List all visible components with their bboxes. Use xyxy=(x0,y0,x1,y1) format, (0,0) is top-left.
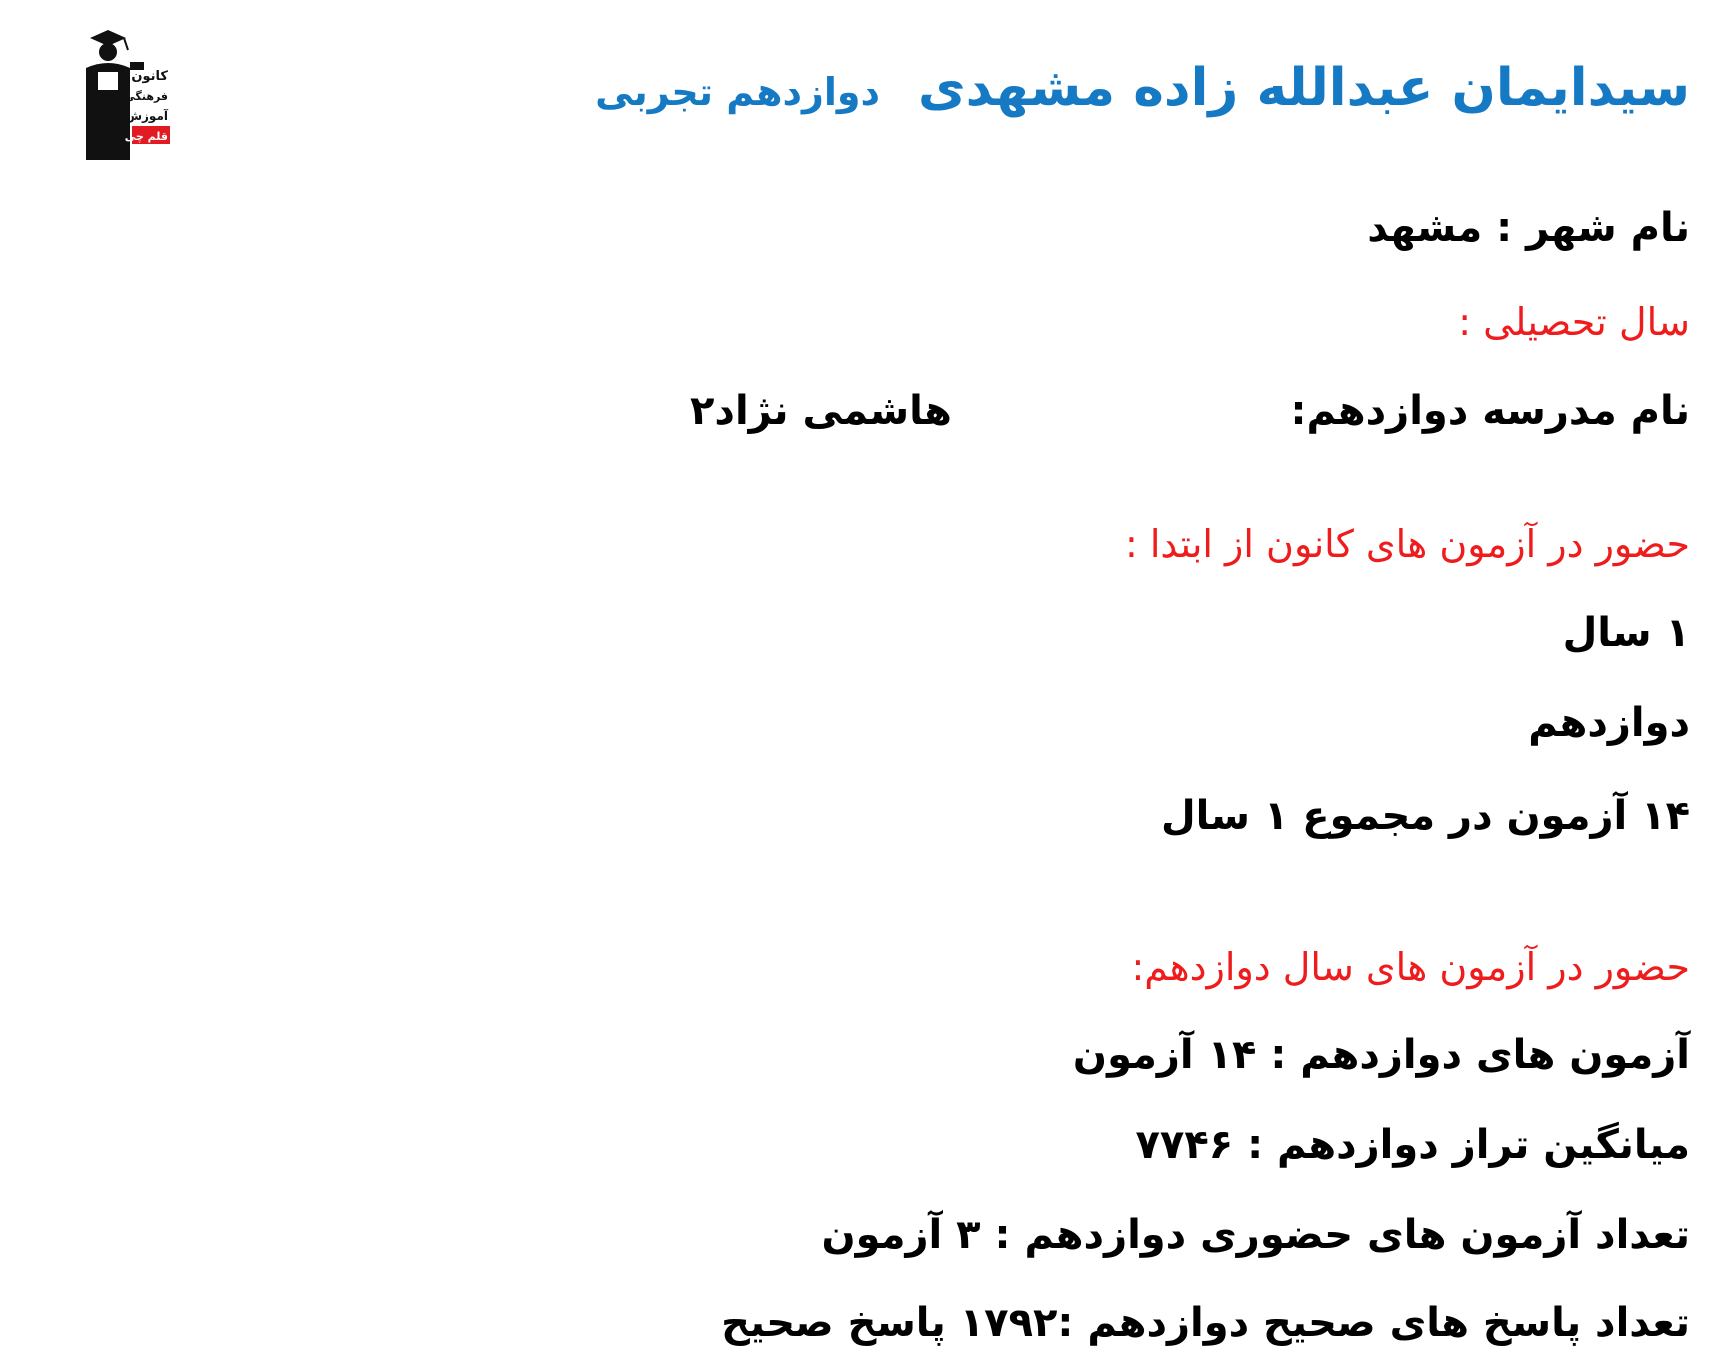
student-name: سیدایمان عبدالله زاده مشهدی xyxy=(917,58,1690,118)
grade12-correct-answers: تعداد پاسخ های صحیح دوازدهم :۱۷۹۲ پاسخ صحیح xyxy=(721,1300,1690,1346)
since-start-total: ۱۴ آزمون در مجموع ۱ سال xyxy=(1160,793,1690,839)
grade12-avg-score: میانگین تراز دوازدهم : ۷۷۴۶ xyxy=(1135,1122,1690,1168)
school-label: نام مدرسه دوازدهم: xyxy=(1290,388,1690,434)
grade12-in-person: تعداد آزمون های حضوری دوازدهم : ۳ آزمون xyxy=(821,1212,1690,1258)
grade12-exams: آزمون های دوازدهم : ۱۴ آزمون xyxy=(1072,1032,1690,1078)
svg-text:فرهنگی: فرهنگی xyxy=(124,90,168,103)
grade-field: دوازدهم تجربی xyxy=(595,70,880,114)
since-start-grades: دوازدهم xyxy=(1528,700,1690,746)
svg-text:قلم چی: قلم چی xyxy=(124,130,168,143)
academic-year-label: سال تحصیلی : xyxy=(1458,300,1690,344)
city-line: نام شهر : مشهد xyxy=(1367,205,1690,251)
svg-text:آموزش: آموزش xyxy=(125,109,168,123)
svg-text:کانون: کانون xyxy=(131,69,168,84)
school-value: هاشمی نژاد۲ xyxy=(690,388,952,434)
school-row xyxy=(690,388,1690,434)
kanoon-logo-icon xyxy=(68,28,172,160)
grade12-heading: حضور در آزمون های سال دوازدهم: xyxy=(1131,945,1690,989)
title-row xyxy=(595,58,1690,118)
since-start-years: ۱ سال xyxy=(1562,610,1690,656)
since-start-heading: حضور در آزمون های کانون از ابتدا : xyxy=(1124,522,1690,566)
